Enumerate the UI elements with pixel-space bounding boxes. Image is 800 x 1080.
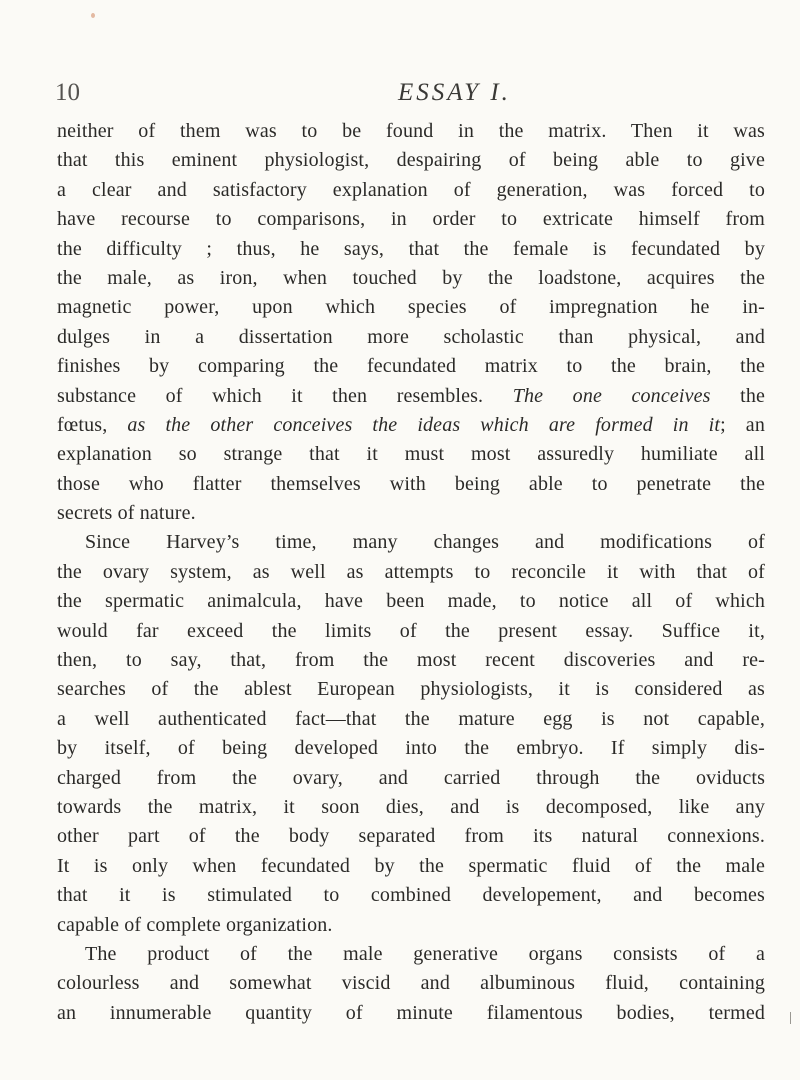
text-line: capable of complete organization. bbox=[57, 913, 333, 936]
text-run: fœtus, bbox=[57, 413, 108, 436]
text-run: ; an bbox=[720, 413, 765, 436]
text-line: neither of them was to be found in the matrix. Then it was bbox=[57, 120, 765, 142]
text-line: Since Harvey’s time, many changes and modifications of bbox=[85, 531, 765, 554]
text-line: the difficulty ; thus, he says, that the female is fecundated by bbox=[57, 237, 765, 260]
text-line: secrets of nature. bbox=[57, 502, 196, 525]
page-number: 10 bbox=[55, 79, 80, 106]
text-line: colourless and somewhat viscid and albuminous fluid, containing bbox=[57, 972, 765, 995]
text-line: that this eminent physiologist, despairing of being able to give bbox=[57, 149, 765, 172]
text-line: a clear and satisfactory explanation of generation, was forced to bbox=[57, 178, 765, 201]
ink-speck bbox=[91, 13, 95, 18]
text-line: magnetic power, upon which species of impregnation he in- bbox=[57, 296, 765, 319]
text-line: then, to say, that, from the most recent discoveries and re- bbox=[57, 649, 765, 672]
text-line: dulges in a dissertation more scholastic than physical, and bbox=[57, 325, 765, 348]
text-line: towards the matrix, it soon dies, and is decomposed, like any bbox=[57, 795, 765, 818]
text-line: the spermatic animalcula, have been made, to notice all of which bbox=[57, 590, 765, 613]
text-line: the male, as iron, when touched by the loadstone, acquires the bbox=[57, 266, 765, 289]
text-run: the bbox=[740, 384, 765, 407]
text-line: would far exceed the limits of the present essay. Suffice it, bbox=[57, 619, 765, 642]
text-line: It is only when fecundated by the spermatic fluid of the male bbox=[57, 854, 765, 877]
text-line: that it is stimulated to combined developement, and becomes bbox=[57, 884, 765, 907]
text-line: an innumerable quantity of minute filamentous bodies, termed bbox=[57, 1001, 765, 1024]
margin-mark bbox=[790, 1012, 791, 1024]
text-line: explanation so strange that it must most assuredly humiliate all bbox=[57, 443, 765, 466]
text-line: The product of the male generative organs consists of a bbox=[85, 942, 765, 965]
text-line: have recourse to comparisons, in order to extricate himself from bbox=[57, 208, 765, 231]
text-line: finishes by comparing the fecundated matrix to the brain, the bbox=[57, 355, 765, 378]
text-run: substance of which it then resembles. bbox=[57, 384, 484, 407]
text-line: by itself, of being developed into the embryo. If simply dis- bbox=[57, 737, 765, 760]
text-line bbox=[57, 411, 765, 440]
text-line: charged from the ovary, and carried through the oviducts bbox=[57, 766, 765, 789]
running-head: ESSAY I. bbox=[398, 79, 511, 106]
italic-quote: The one conceives bbox=[512, 384, 711, 407]
text-line bbox=[57, 382, 765, 411]
text-line: those who flatter themselves with being able to penetrate the bbox=[57, 472, 765, 495]
italic-quote: as the other conceives the ideas which are formed in it bbox=[127, 413, 721, 436]
text-line: other part of the body separated from its natural connexions. bbox=[57, 825, 765, 848]
text-line: a well authenticated fact—that the mature egg is not capable, bbox=[57, 707, 765, 730]
body-text bbox=[57, 117, 765, 1028]
text-line: searches of the ablest European physiologists, it is considered as bbox=[57, 678, 765, 701]
text-line: the ovary system, as well as attempts to reconcile it with that of bbox=[57, 560, 765, 583]
